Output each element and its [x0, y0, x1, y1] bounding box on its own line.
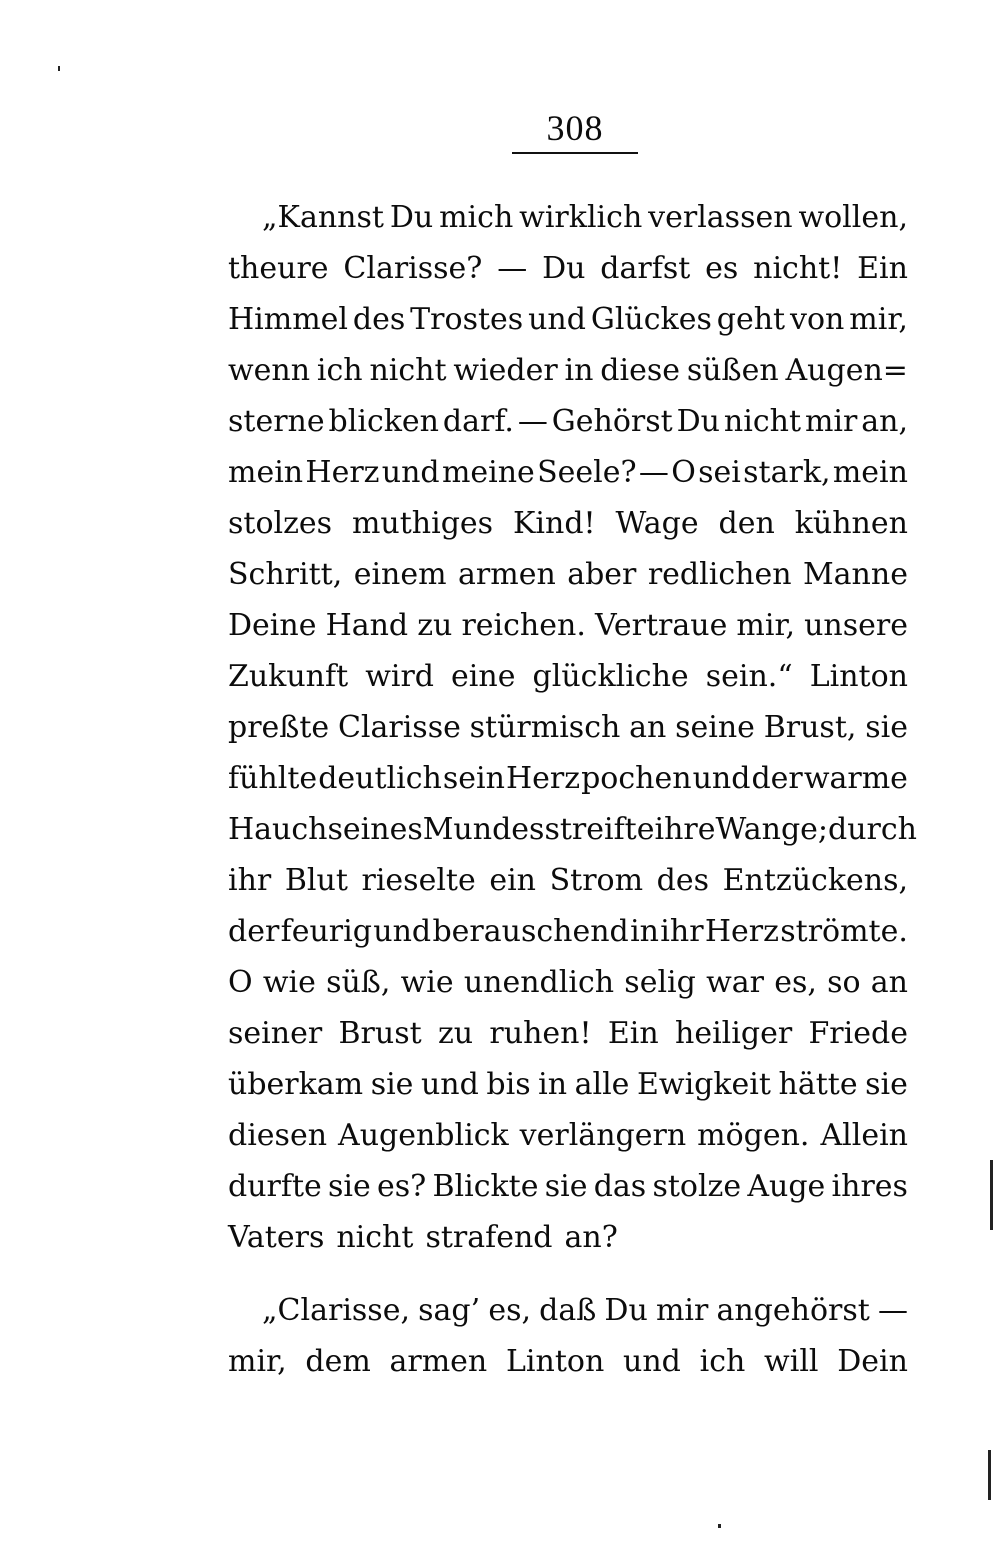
word: Vertraue: [594, 608, 728, 643]
word: unendlich: [463, 965, 615, 1000]
word: aber: [567, 557, 637, 592]
word: Himmel: [228, 302, 348, 337]
word: ein: [489, 863, 536, 898]
word: Kind!: [513, 506, 596, 541]
word: —: [517, 404, 548, 439]
word: Clarisse?: [343, 251, 483, 286]
word: an: [629, 710, 667, 745]
word: Du: [676, 404, 720, 439]
word: heiliger: [675, 1016, 793, 1051]
word: Herz: [505, 761, 581, 796]
word: armen: [458, 557, 556, 592]
word: seines: [327, 812, 423, 847]
word: deutlich: [318, 761, 442, 796]
word: Ewigkeit: [637, 1067, 771, 1102]
text-line: [228, 447, 908, 498]
word: seiner: [228, 1016, 323, 1051]
word: wirklich: [519, 200, 643, 235]
word: von: [790, 302, 845, 337]
word: eine: [451, 659, 516, 694]
word: wie: [262, 965, 316, 1000]
word: nicht: [369, 353, 447, 388]
word: angehörst: [716, 1293, 870, 1328]
text-line: [228, 1059, 908, 1110]
word: Dein: [837, 1344, 908, 1379]
word: Glückes: [590, 302, 712, 337]
word: an?: [564, 1220, 618, 1255]
word: sie: [865, 1067, 908, 1102]
word: und: [373, 914, 432, 949]
word: Auge: [747, 1169, 826, 1204]
word: Vaters: [228, 1220, 325, 1255]
word: und: [623, 1344, 681, 1379]
word: wenn: [228, 353, 311, 388]
word: wie: [400, 965, 454, 1000]
word: stolze: [652, 1169, 742, 1204]
word: mir,: [228, 1344, 287, 1379]
word: sein.“: [705, 659, 793, 694]
word: ich: [699, 1344, 746, 1379]
word: der: [751, 761, 803, 796]
word: des: [352, 302, 406, 337]
word: stürmisch: [469, 710, 621, 745]
word: O: [671, 455, 696, 490]
word: sei: [698, 455, 741, 490]
word: Brust: [338, 1016, 422, 1051]
word: dem: [305, 1344, 371, 1379]
word: Du: [389, 200, 434, 235]
word: kühnen: [794, 506, 908, 541]
word: ihr: [660, 914, 704, 949]
text-line: [228, 1212, 908, 1263]
word: in: [538, 1067, 568, 1102]
text-line: [228, 1008, 908, 1059]
text-line: [228, 549, 908, 600]
page-number-rule: [512, 152, 638, 154]
word: reichen.: [461, 608, 586, 643]
word: nicht: [723, 404, 802, 439]
text-line: [228, 651, 908, 702]
word: sie: [370, 1067, 414, 1102]
word: des: [656, 863, 710, 898]
word: Deine: [228, 608, 317, 643]
word: Entzückens,: [722, 863, 908, 898]
text-line: [228, 804, 918, 855]
page-number: 308: [546, 108, 604, 148]
word: sie: [328, 1169, 371, 1204]
word: Augenblick: [338, 1118, 509, 1153]
scan-edge-mark: [988, 1450, 991, 1500]
word: will: [764, 1344, 819, 1379]
word: Du: [604, 1293, 648, 1328]
word: Schritt,: [228, 557, 343, 592]
word: Allein: [820, 1118, 908, 1153]
text-line: [228, 1110, 908, 1161]
word: streifte: [544, 812, 655, 847]
word: preßte: [228, 710, 330, 745]
word: Clarisse: [337, 710, 461, 745]
text-line: [228, 753, 908, 804]
word: feurig: [280, 914, 372, 949]
word: so: [827, 965, 861, 1000]
word: war: [706, 965, 764, 1000]
word: unsere: [804, 608, 908, 643]
word: diesen: [228, 1118, 328, 1153]
scan-edge-mark: [58, 66, 60, 71]
text-line: [228, 1336, 908, 1387]
word: verlängern: [519, 1118, 687, 1153]
word: strömte.: [780, 914, 908, 949]
text-line: [228, 498, 908, 549]
word: durch: [828, 812, 918, 847]
word: Herz: [305, 455, 380, 490]
word: zu: [437, 1016, 474, 1051]
word: pochen: [581, 761, 692, 796]
word: wollen,: [798, 200, 908, 235]
word: Gehörst: [551, 404, 673, 439]
word: selig: [624, 965, 696, 1000]
word: Herz: [704, 914, 779, 949]
word: zu: [417, 608, 453, 643]
word: ich: [316, 353, 363, 388]
word: Linton: [505, 1344, 605, 1379]
word: den: [718, 506, 775, 541]
word: mein: [832, 455, 908, 490]
word: O: [228, 965, 253, 1000]
word: mir: [655, 1293, 709, 1328]
word: Du: [542, 251, 586, 286]
word: redlichen: [647, 557, 792, 592]
word: Ein: [607, 1016, 659, 1051]
word: süß,: [326, 965, 391, 1000]
word: Zukunft: [228, 659, 349, 694]
word: stolzes: [228, 506, 333, 541]
text-line: [228, 957, 908, 1008]
word: sag’: [418, 1293, 481, 1328]
word: rieselte: [361, 863, 476, 898]
word: —: [638, 455, 669, 490]
word: theure: [228, 251, 329, 286]
text-line: [228, 345, 908, 396]
word: warme: [803, 761, 908, 796]
word: es: [705, 251, 739, 286]
word: sie: [544, 1169, 588, 1204]
word: es,: [774, 965, 817, 1000]
word: geht: [716, 302, 786, 337]
word: alle: [574, 1067, 630, 1102]
word: daß: [539, 1293, 597, 1328]
word: Friede: [808, 1016, 908, 1051]
word: mögen.: [697, 1118, 810, 1153]
text-line: [228, 396, 908, 447]
word: muthiges: [351, 506, 494, 541]
word: Linton: [809, 659, 908, 694]
word: Augen=: [785, 353, 908, 388]
word: diese: [600, 353, 680, 388]
word: in: [630, 914, 659, 949]
word: Brust,: [763, 710, 857, 745]
word: —: [497, 251, 528, 286]
word: darf.: [442, 404, 514, 439]
word: meine: [441, 455, 535, 490]
word: Strom: [549, 863, 644, 898]
word: Trostes: [410, 302, 524, 337]
word: hätte: [778, 1067, 858, 1102]
word: wieder: [453, 353, 558, 388]
word: in: [564, 353, 594, 388]
scan-edge-mark: [718, 1524, 721, 1528]
word: wird: [365, 659, 435, 694]
word: glückliche: [532, 659, 689, 694]
text-line: [228, 855, 908, 906]
word: es?: [377, 1169, 427, 1204]
word: sie: [865, 710, 908, 745]
text-line: [228, 906, 908, 957]
word: Hand: [325, 608, 409, 643]
word: Wange;: [715, 812, 829, 847]
word: das: [593, 1169, 647, 1204]
word: durfte: [228, 1169, 322, 1204]
word: darfst: [600, 251, 691, 286]
text-line: [228, 243, 908, 294]
word: Wage: [615, 506, 699, 541]
text-line: [228, 1161, 908, 1212]
scan-edge-mark: [990, 1160, 993, 1230]
word: ihre: [654, 812, 716, 847]
word: Manne: [802, 557, 908, 592]
word: ruhen!: [489, 1016, 592, 1051]
word: verlassen: [648, 200, 793, 235]
word: armen: [389, 1344, 488, 1379]
word: ihres: [831, 1169, 908, 1204]
word: und: [528, 302, 586, 337]
body-text: [228, 192, 918, 1387]
word: bis: [486, 1067, 531, 1102]
word: nicht: [336, 1220, 414, 1255]
word: Mundes: [422, 812, 545, 847]
paragraph-gap: [228, 1263, 908, 1285]
word: mir: [804, 404, 858, 439]
word: strafend: [425, 1220, 553, 1255]
word: Blut: [284, 863, 348, 898]
word: —: [877, 1293, 908, 1328]
word: und: [692, 761, 751, 796]
word: Blickte: [432, 1169, 539, 1204]
word: Ein: [857, 251, 908, 286]
word: es,: [488, 1293, 531, 1328]
word: mir,: [849, 302, 908, 337]
text-line: [228, 294, 908, 345]
word: stark,: [743, 455, 831, 490]
word: berauschend: [432, 914, 629, 949]
text-line: [228, 600, 908, 651]
word: seine: [675, 710, 755, 745]
text-line: [228, 1285, 908, 1336]
word: einem: [353, 557, 447, 592]
word: „Kannst: [262, 200, 384, 235]
word: an,: [861, 404, 908, 439]
word: mir,: [736, 608, 796, 643]
word: und: [420, 1067, 479, 1102]
word: sein: [442, 761, 505, 796]
word: und: [381, 455, 440, 490]
word: ihr: [228, 863, 272, 898]
word: süßen: [686, 353, 779, 388]
text-line: [228, 702, 908, 753]
word: mich: [439, 200, 514, 235]
word: mein: [228, 455, 304, 490]
word: an: [870, 965, 908, 1000]
word: blicken: [328, 404, 439, 439]
text-line: [228, 192, 908, 243]
word: Seele?: [537, 455, 637, 490]
word: fühlte: [228, 761, 318, 796]
word: der: [228, 914, 280, 949]
word: nicht!: [753, 251, 843, 286]
word: überkam: [228, 1067, 364, 1102]
word: sterne: [228, 404, 325, 439]
word: Hauch: [228, 812, 328, 847]
word: „Clarisse,: [262, 1293, 410, 1328]
